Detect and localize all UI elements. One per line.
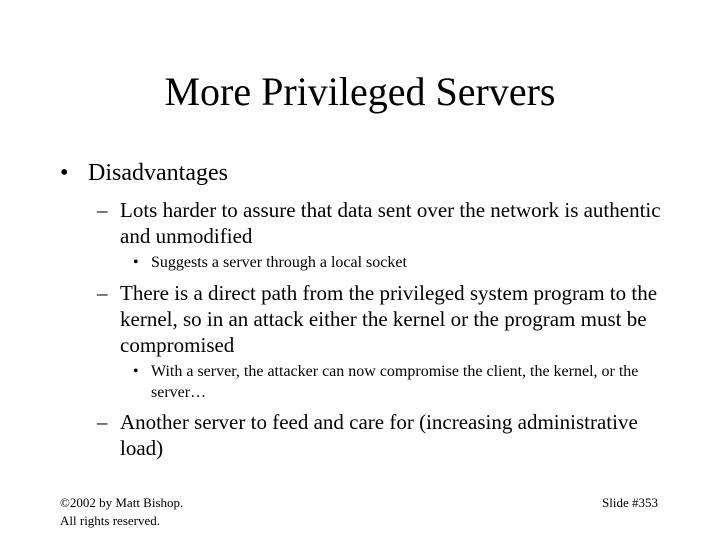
sub-sub-bullet-item bbox=[133, 252, 673, 273]
slide-title: More Privileged Servers bbox=[164, 69, 556, 114]
copyright-line: ©2002 by Matt Bishop. bbox=[60, 495, 184, 510]
bullet-marker: • bbox=[60, 160, 69, 186]
dash-marker: – bbox=[97, 281, 108, 305]
slide-number: Slide #353 bbox=[602, 495, 658, 510]
rights-line: All rights reserved. bbox=[60, 513, 161, 528]
dash-marker: – bbox=[97, 198, 108, 222]
footer-copyright bbox=[60, 494, 183, 530]
sub-sub-bullet-text: With a server, the attacker can now compromise the client, the kernel, or the server… bbox=[151, 363, 639, 401]
bullet-label: Disadvantages bbox=[88, 160, 228, 186]
bullet-marker: • bbox=[133, 363, 139, 380]
bullet-marker: • bbox=[133, 254, 139, 271]
sub-sub-bullet-text: Suggests a server through a local socket bbox=[151, 254, 407, 271]
dash-marker: – bbox=[97, 410, 108, 434]
sub-bullet-item bbox=[97, 280, 677, 358]
sub-bullet-text: Another server to feed and care for (increasing administrative load) bbox=[120, 410, 638, 460]
sub-sub-bullet-item bbox=[133, 361, 673, 403]
sub-bullet-text: Lots harder to assure that data sent over the network is authentic and unmodified bbox=[120, 198, 661, 248]
sub-bullet-item bbox=[97, 409, 677, 461]
sub-bullet-text: There is a direct path from the privileged system program to the kernel, so in an attack either the kernel or the program must be compromised bbox=[120, 281, 658, 357]
sub-bullet-item bbox=[97, 197, 677, 249]
